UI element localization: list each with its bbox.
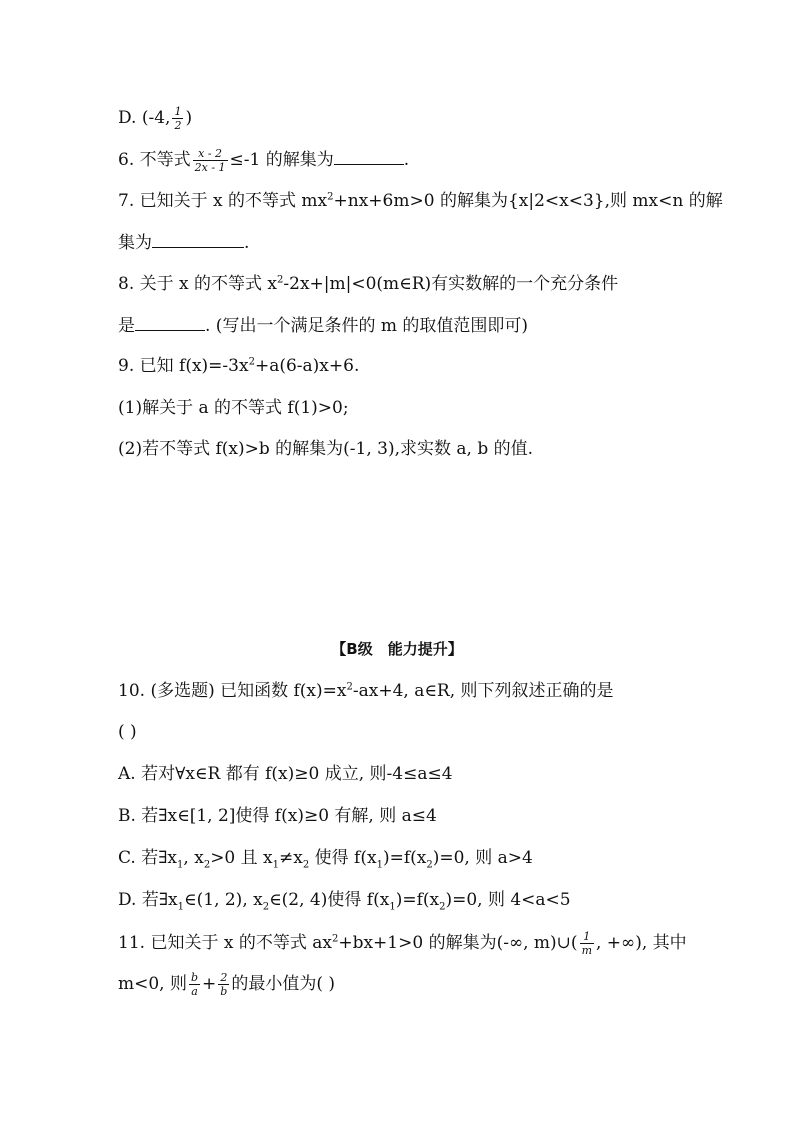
question-10-option-a: A. 若对∀x∈R 都有 f(x)≥0 成立, 则-4≤a≤4 (118, 764, 453, 784)
question-11-line2: m<0, 则 $\frac{b}{a}$ + $\frac{2}{b}$ 的最小值为( ) (118, 971, 336, 998)
answer-blank[interactable] (152, 231, 244, 248)
question-10-option-d: D. 若$\exists x_1\in(1$, 2), $x_2\in(2$, 4)使得 $f(x_1)=f(x_2)=0$, 则 4<a<5 (118, 890, 571, 913)
fraction-one-over-m: $\frac{1}{m}$ (581, 930, 592, 957)
question-7-line2: 集为 . (118, 233, 250, 253)
question-8-line2: 是 . (写出一个满足条件的 m 的取值范围即可) (118, 316, 528, 336)
question-9-part2: (2)若不等式 f(x)>b 的解集为(-1, 3),求实数 a, b 的值. (118, 439, 534, 459)
question-7-line1: 7. 已知关于 x 的不等式 $mx^2+nx+6m>0$ 的解集为{x|2<x<3},则 mx<n 的解 (118, 191, 723, 211)
question-9-line1: 9. 已知 $f(x)=-3x^2+a(6-a)x+6$. (118, 356, 360, 376)
question-10-line1: 10. (多选题) 已知函数 $f(x)=x^2-ax+4$, a∈R, 则下列叙述正确的是 (118, 681, 614, 701)
question-11-line1: 11. 已知关于 x 的不等式 $ax^2+bx+1>0$ 的解集为(-∞, m)∪( $\frac{1}{m}$ , +∞), 其中 (118, 930, 687, 957)
answer-blank[interactable] (334, 148, 404, 165)
question-10-answer-paren: ( ) (118, 722, 137, 742)
section-heading: 【B级 能力提升】 (331, 640, 463, 658)
option-d-previous: D. (-4, $\frac{1}{2}$ ) (118, 105, 193, 132)
answer-blank[interactable] (135, 314, 205, 331)
fraction-b-over-a: $\frac{b}{a}$ (191, 971, 199, 998)
question-10-option-c: C. 若$\exists x_1$, $x_2>0$ 且 $x_1\ne x_2$ 使得 $f(x_1)=f(x_2)=0$, 则 a>4 (118, 848, 533, 871)
question-9-part1: (1)解关于 a 的不等式 f(1)>0; (118, 398, 349, 418)
question-8-line1: 8. 关于 x 的不等式 $x^2-2x+|m|<0(m\in R)$有实数解的一个充分条件 (118, 274, 619, 294)
fraction-one-half: $\frac{1}{2}$ (174, 105, 182, 132)
fraction-2-over-b: $\frac{2}{b}$ (220, 971, 228, 998)
fraction-inequality: $\frac{x - 2}{2x - 1}$ (194, 147, 226, 174)
question-6: 6. 不等式 $\frac{x - 2}{2x - 1}$ ≤-1 的解集为 . (118, 147, 410, 174)
question-10-option-b: B. 若∃x∈[1, 2]使得 f(x)≥0 有解, 则 a≤4 (118, 806, 437, 826)
